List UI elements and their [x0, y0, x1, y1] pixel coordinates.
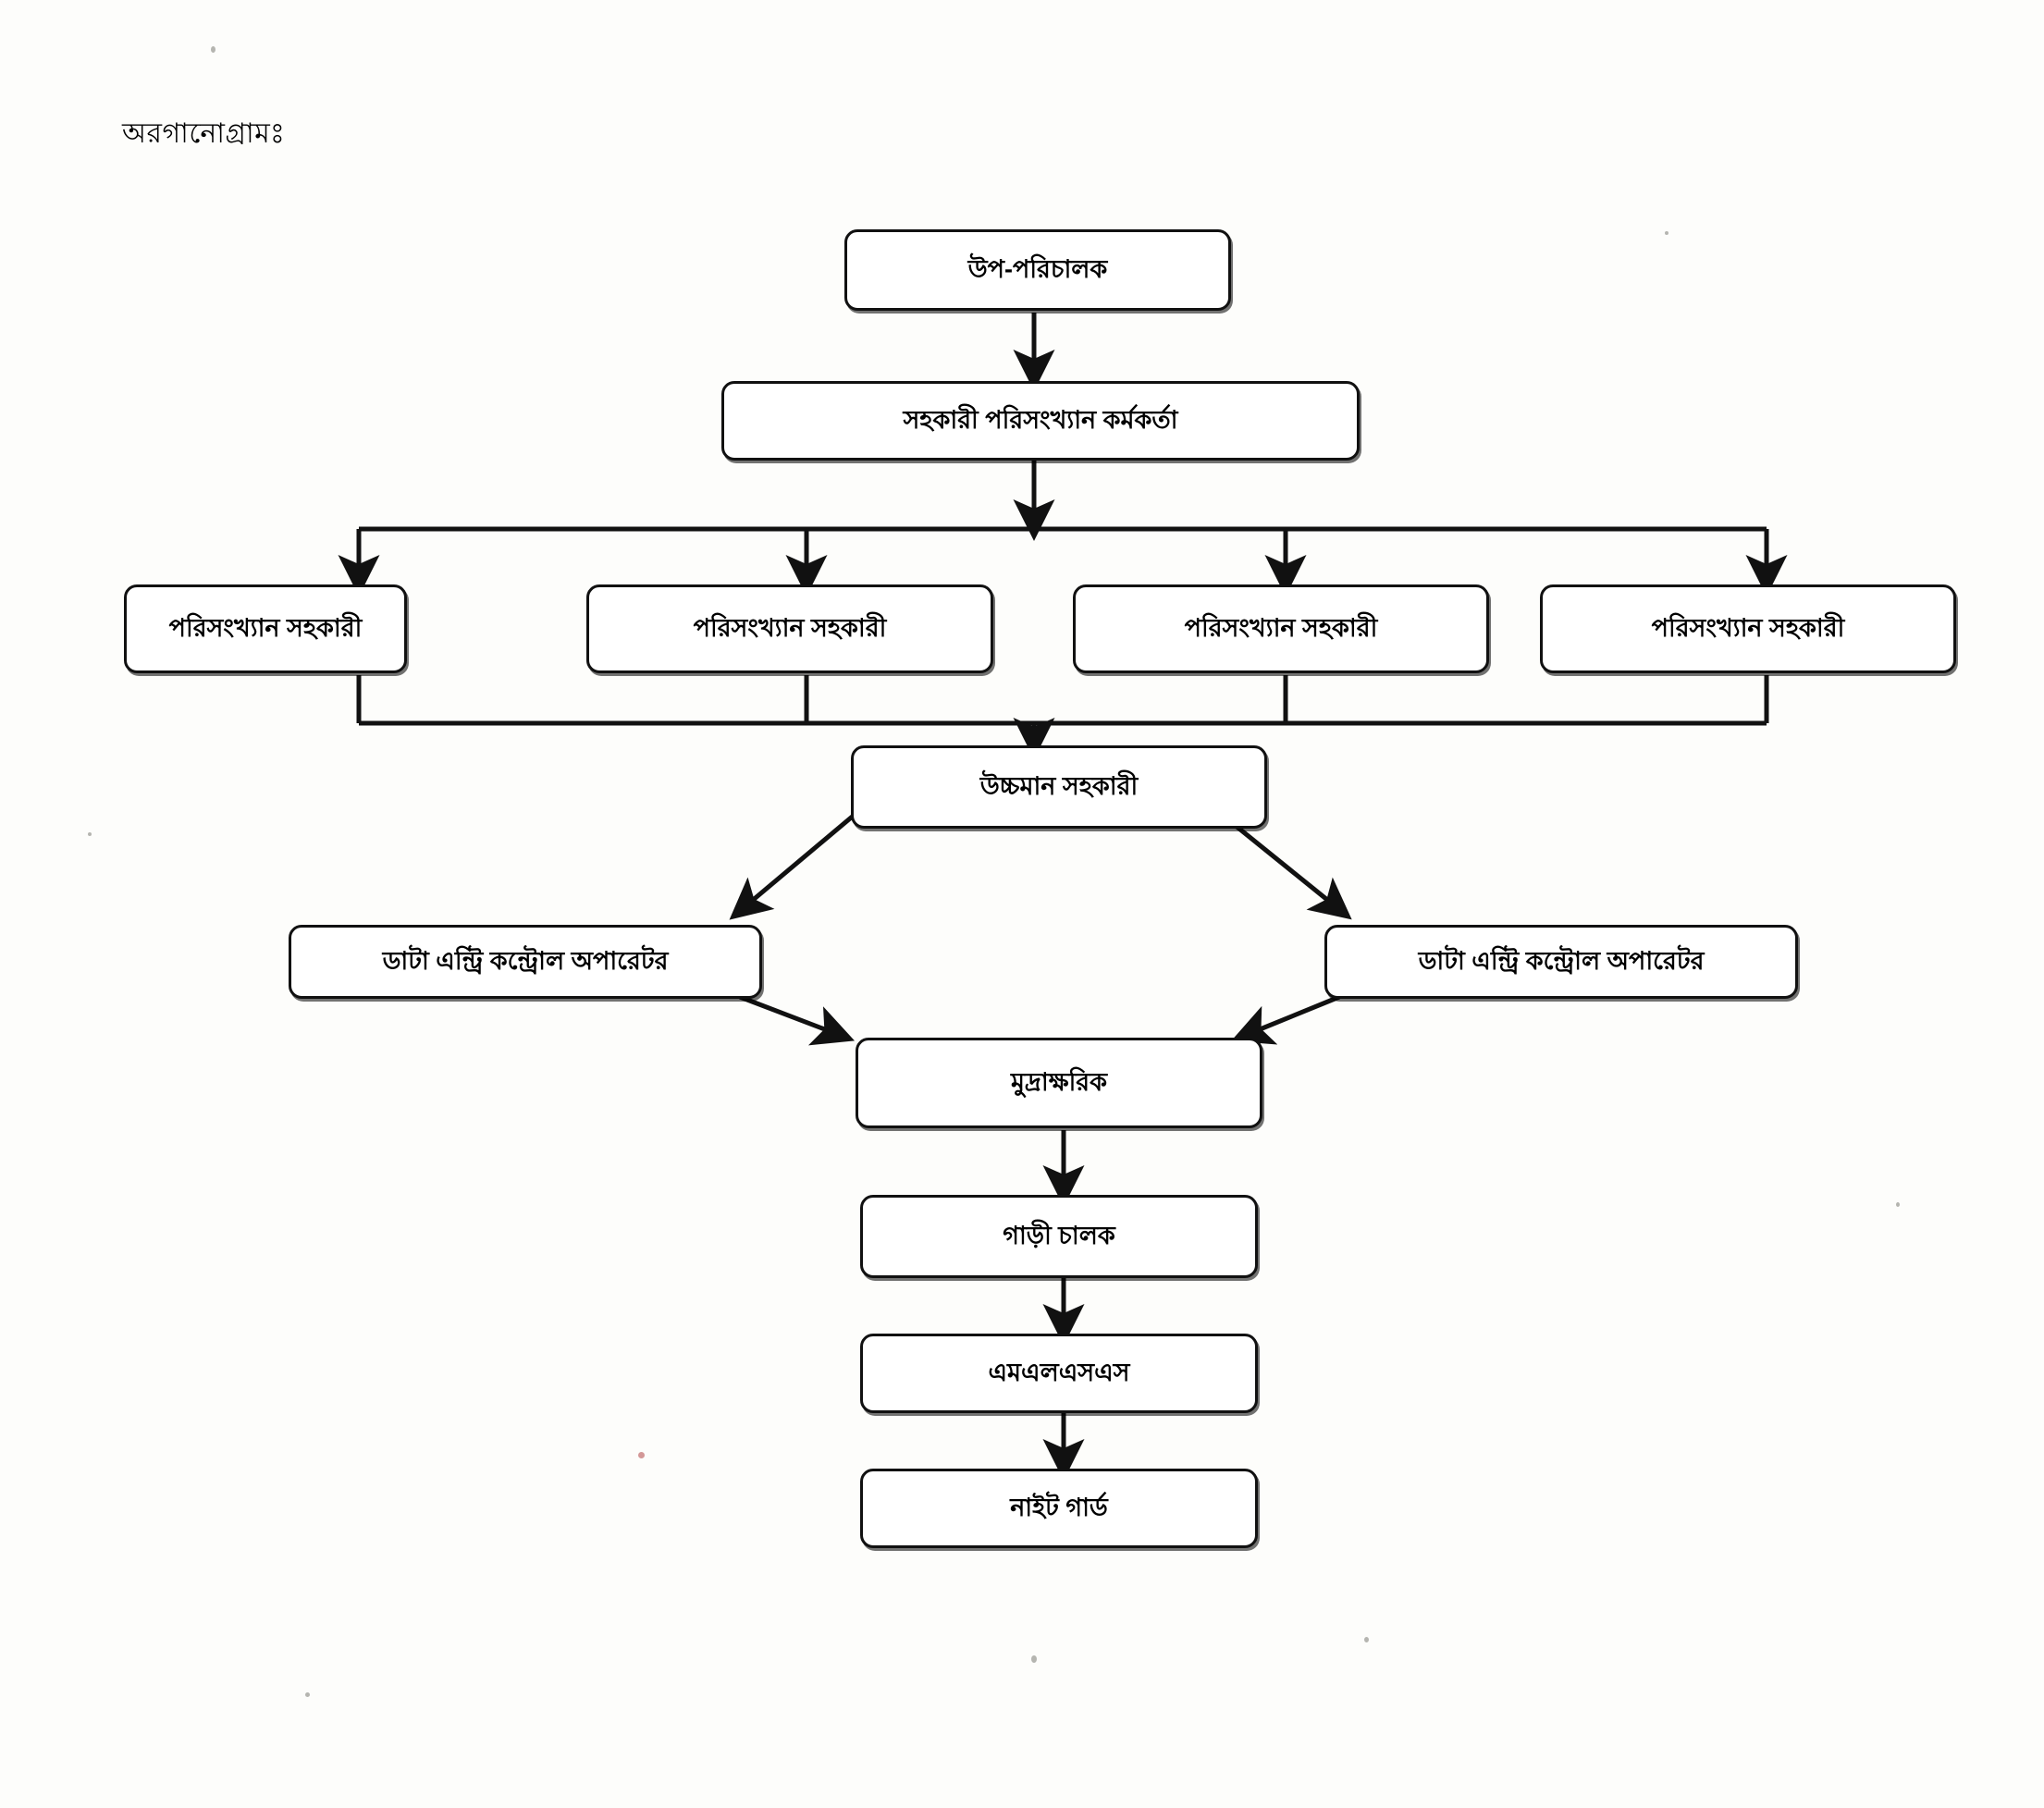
org-node-assistant-statistics-officer — [721, 381, 1360, 461]
org-node-label: পরিসংখ্যান সহকারী — [1184, 614, 1378, 643]
org-node-statistical-assistant-3 — [1073, 584, 1489, 673]
scan-speck — [1031, 1655, 1037, 1663]
org-node-label: নাইট গার্ড — [1010, 1494, 1108, 1522]
org-node-label: ডাটা এন্ট্রি কন্ট্রোল অপারেটর — [1418, 947, 1705, 976]
org-node-label: সহকারী পরিসংখ্যান কর্মকর্তা — [903, 406, 1178, 435]
org-node-typist — [856, 1038, 1262, 1128]
org-node-data-entry-control-operator-right — [1324, 925, 1798, 999]
org-node-night-guard — [860, 1469, 1258, 1548]
org-node-deputy-director — [844, 229, 1231, 311]
scan-speck — [211, 46, 215, 53]
scan-speck — [1665, 231, 1668, 235]
scan-speck — [305, 1692, 310, 1697]
org-node-label: ডাটা এন্ট্রি কন্ট্রোল অপারেটর — [382, 947, 669, 976]
scan-speck — [1364, 1637, 1369, 1642]
org-node-label: উচ্চমান সহকারী — [979, 772, 1139, 801]
org-node-label: গাড়ী চালক — [1003, 1222, 1115, 1250]
org-node-statistical-assistant-2 — [586, 584, 993, 673]
org-node-data-entry-control-operator-left — [289, 925, 762, 999]
org-node-driver — [860, 1195, 1258, 1278]
page-title: অরগানোগ্রামঃ — [122, 118, 286, 149]
org-node-statistical-assistant-1 — [124, 584, 407, 673]
org-node-label: এমএলএসএস — [988, 1359, 1130, 1387]
org-node-label: উপ-পরিচালক — [967, 255, 1108, 284]
org-node-senior-assistant — [851, 745, 1267, 829]
org-node-statistical-assistant-4 — [1540, 584, 1956, 673]
org-node-label: পরিসংখ্যান সহকারী — [693, 614, 887, 643]
scan-speck — [1896, 1202, 1900, 1207]
org-node-label: পরিসংখ্যান সহকারী — [1651, 614, 1845, 643]
org-node-label: মুদ্রাক্ষরিক — [1010, 1068, 1108, 1097]
scan-speck — [88, 832, 92, 836]
org-node-mlss — [860, 1334, 1258, 1413]
org-node-label: পরিসংখ্যান সহকারী — [168, 614, 363, 643]
scan-speck — [638, 1452, 645, 1458]
